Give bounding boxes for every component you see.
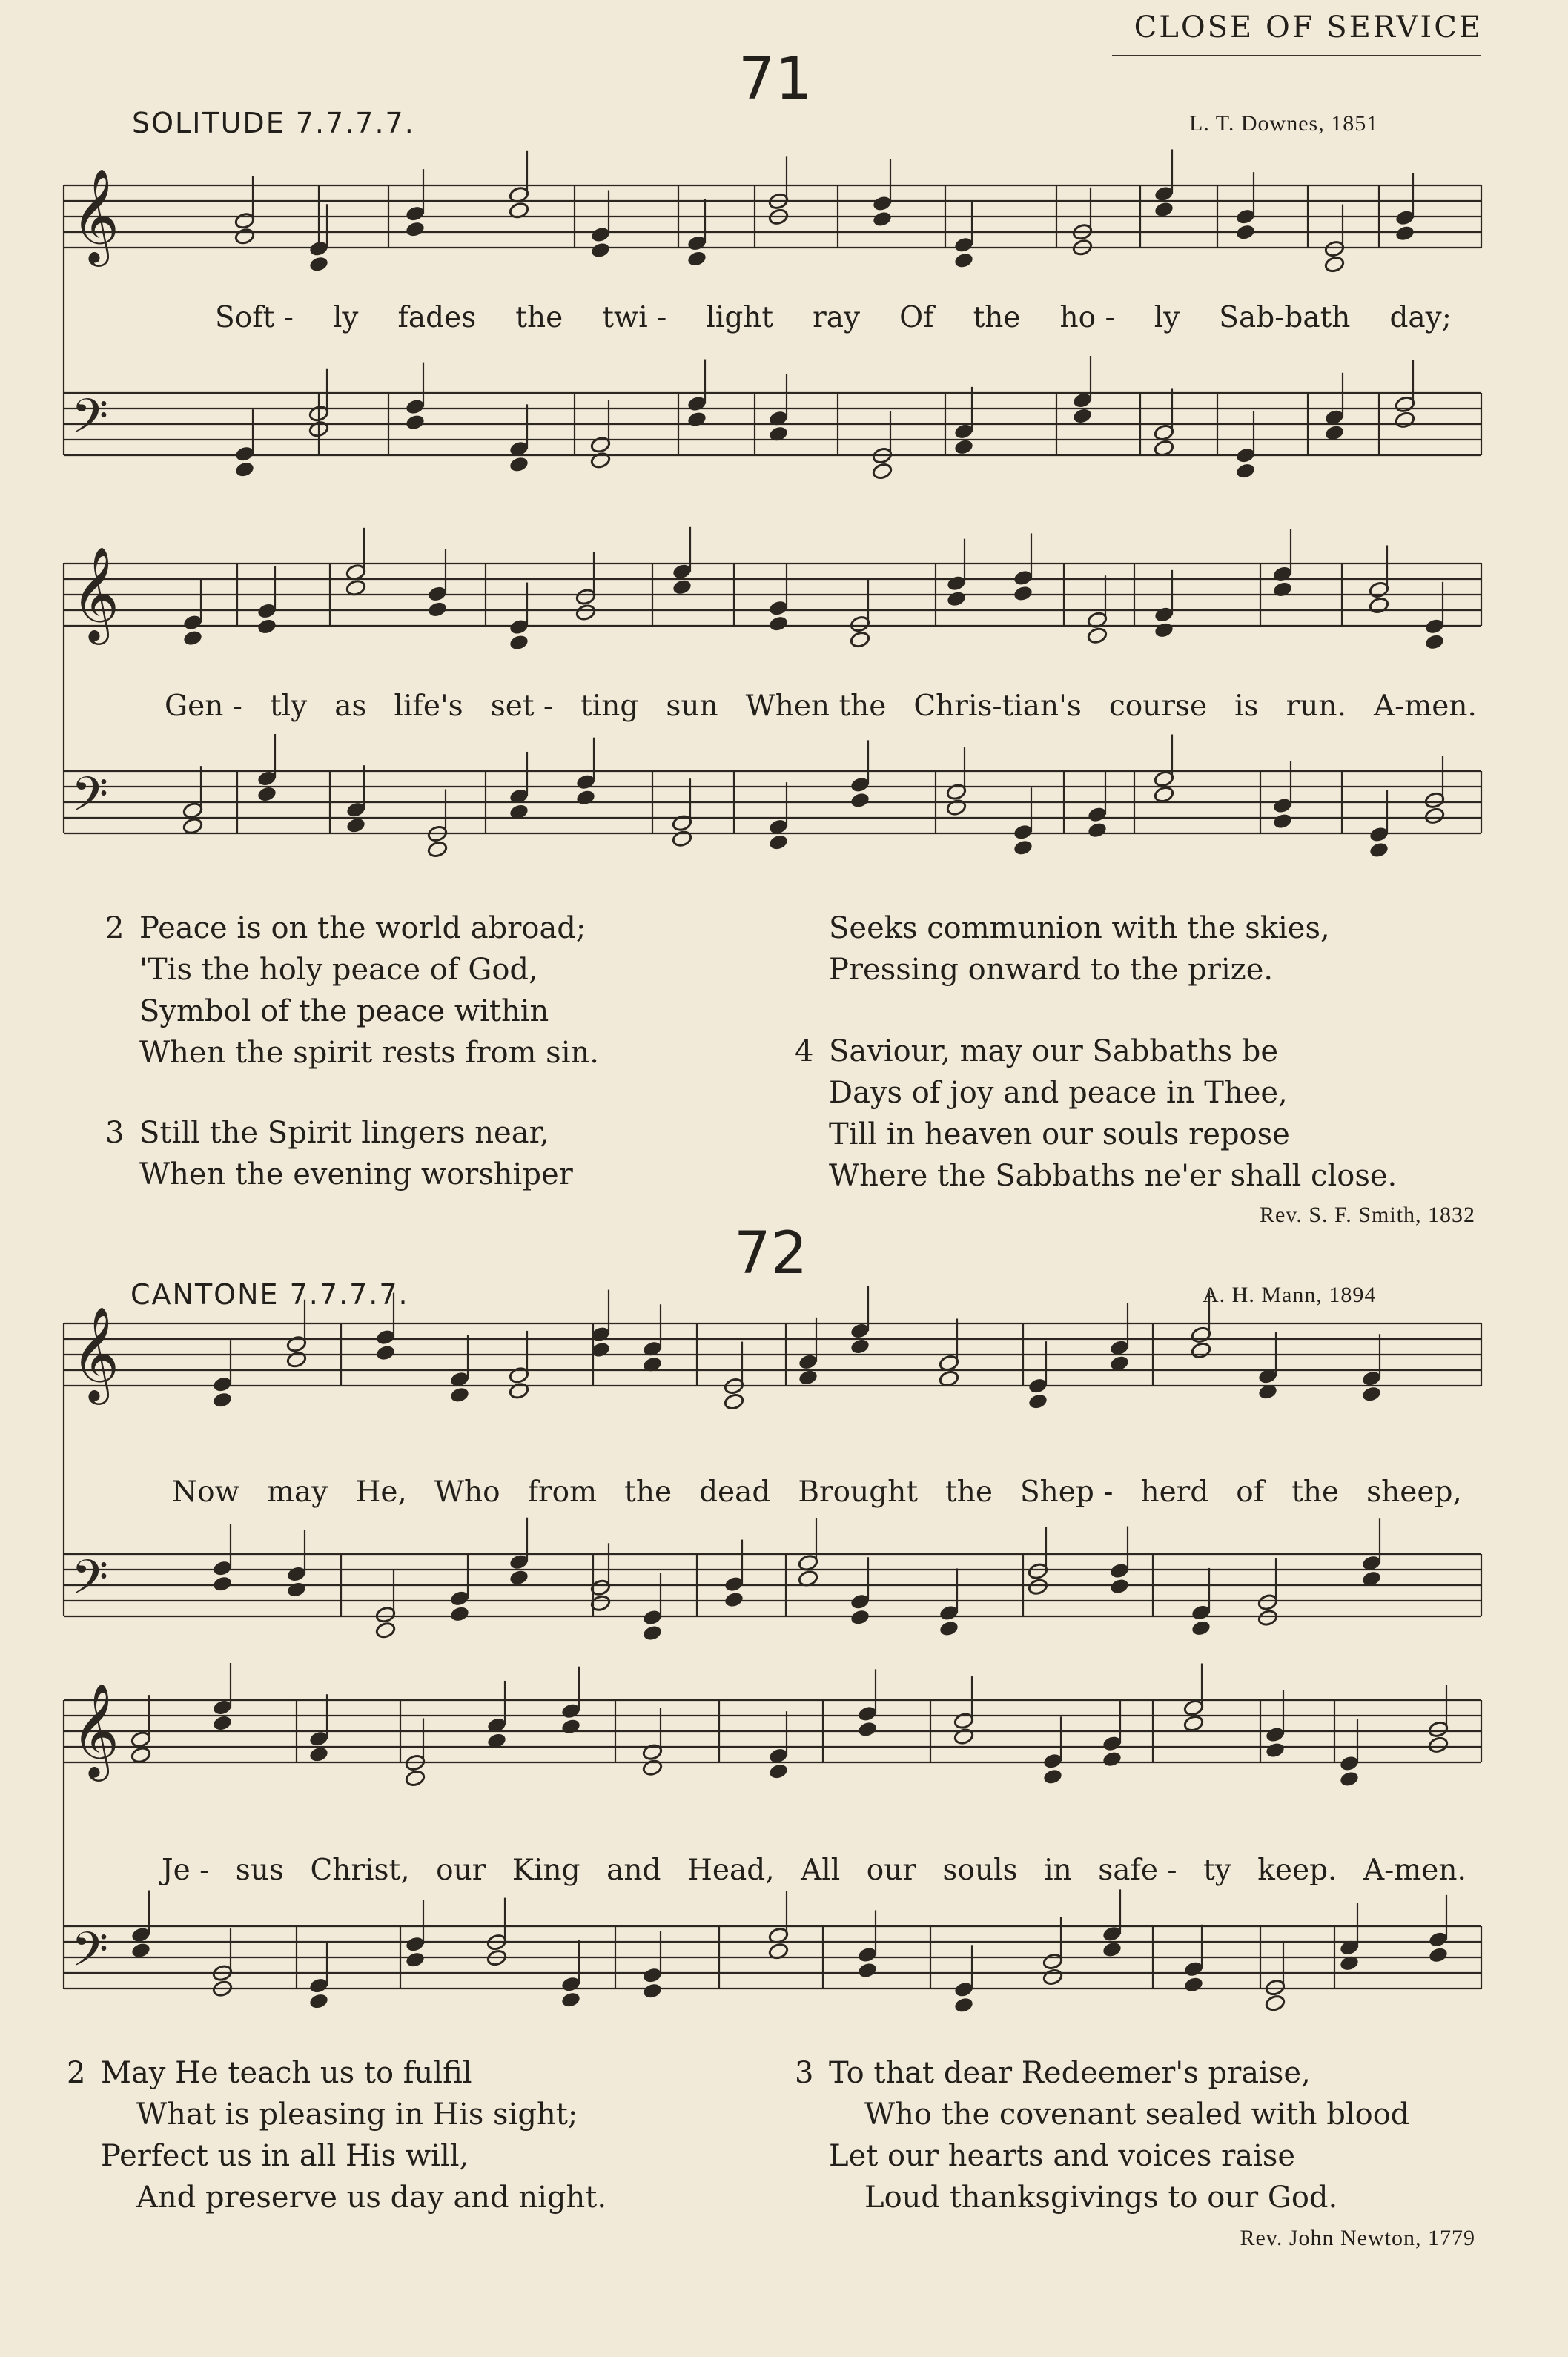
hymn72-system2-bass-note (642, 1982, 663, 2000)
hymn71-system1-treble-note (1235, 223, 1256, 241)
hymn72-system2-treble-note (1428, 1736, 1449, 1753)
stanza-72-3 (795, 2052, 1410, 2218)
hymn71-system2-treble-note (182, 629, 203, 647)
lyric-syllable: the (515, 301, 563, 334)
lyric-syllable: ray (813, 301, 861, 334)
stanza-line: Peace is on the world abroad; (139, 911, 586, 945)
hymn71-system2-treble-note (850, 631, 870, 649)
lyric-syllable: ly (1154, 301, 1180, 334)
hymn71-system2-bass-note (1013, 839, 1033, 856)
hymn72-system1-bass-note (724, 1590, 744, 1608)
lyric-syllable: twi - (602, 301, 667, 334)
hymn71-system2-treble-note (1154, 621, 1174, 639)
author-71: Rev. S. F. Smith, 1832 (1259, 1203, 1475, 1227)
hymn72-system1-treble-note (1191, 1341, 1211, 1359)
lyric-syllable: Christ, (310, 1854, 410, 1887)
hymn71-system1-bass-note (1395, 411, 1415, 429)
lyric-syllable: our (866, 1854, 917, 1887)
hymn72-system2-treble-note (1339, 1770, 1360, 1788)
stanza-number: 3 (105, 1116, 125, 1150)
hymn71-system1-bass-note (953, 438, 974, 456)
lyric-syllable: course (1108, 690, 1208, 723)
hymn72-system2-bass-note (405, 1951, 426, 1968)
stanza-71-2 (105, 908, 599, 1074)
hymn71-system2-bass-note (946, 799, 967, 816)
stanza-line: Where the Sabbaths ne'er shall close. (829, 1159, 1397, 1193)
lyric-syllable: Soft - (215, 301, 294, 334)
lyric-syllable: from (527, 1475, 598, 1509)
stanza-line: Who the covenant sealed with blood (864, 2098, 1410, 2132)
lyric-syllable: Shep - (1019, 1475, 1114, 1509)
lyric-syllable: Chris-tian's (913, 690, 1082, 723)
stanza-line: 'Tis the holy peace of God, (139, 953, 538, 987)
hymn71-system1-bass-note (872, 462, 893, 480)
lyrics-71-line2 (165, 690, 1477, 723)
hymn71-system1-bass-note (687, 410, 707, 428)
hymn72-system2-bass-note (560, 1991, 581, 2009)
hymn71-system1-treble-note (1324, 256, 1345, 274)
lyric-syllable: Who (434, 1475, 500, 1509)
hymn72-system1-bass-note (1028, 1578, 1048, 1596)
lyric-syllable: Sab-bath (1219, 301, 1351, 334)
hymn71-system1-bass-note (1072, 407, 1093, 425)
lyric-syllable: safe - (1098, 1854, 1177, 1887)
stanza-line: When the evening worshiper (139, 1157, 573, 1191)
stanza-line: And preserve us day and night. (136, 2181, 607, 2215)
hymn71-system1-bass-clef-icon: 𝄢 (71, 389, 109, 456)
hymn72-system2-treble-note (130, 1746, 151, 1764)
lyric-syllable: dead (699, 1475, 771, 1509)
hymn71-system2-bass-note (257, 785, 277, 803)
hymn71-system2-treble-note (1424, 633, 1445, 651)
hymn72-system1-treble-note (798, 1369, 818, 1386)
hymn72-system2-bass-note (308, 1992, 329, 2010)
hymn71-system2-treble-note (768, 615, 789, 632)
hymn72-system2-treble-note (560, 1718, 581, 1736)
author-72: Rev. John Newton, 1779 (1240, 2226, 1475, 2250)
stanza-line: Saviour, may our Sabbaths be (829, 1034, 1279, 1068)
hymn71-system1-bass-note (405, 413, 426, 431)
hymn71-system2-bass-note (1272, 812, 1293, 830)
lyric-syllable: tly (269, 690, 308, 723)
composer-72: A. H. Mann, 1894 (1203, 1283, 1377, 1307)
hymn72-system1-treble-note (375, 1343, 396, 1361)
stanza-line: Let our hearts and voices raise (829, 2139, 1296, 2173)
stanza-72-2 (67, 2052, 607, 2218)
stanza-line: Loud thanksgivings to our God. (864, 2181, 1338, 2215)
hymn72-system1-treble-note (212, 1391, 233, 1409)
lyric-syllable: He, (355, 1475, 407, 1509)
hymn71-system2-bass-clef-icon: 𝄢 (71, 767, 109, 834)
hymn72-system2-bass-note (1428, 1946, 1449, 1964)
lyrics-71-line1 (215, 301, 1452, 334)
stanza-line: Still the Spirit lingers near, (139, 1116, 550, 1150)
hymn72-system2-treble-note (857, 1720, 878, 1738)
hymn71-system1-bass-note (590, 452, 611, 469)
hymn72-system1-bass-note (286, 1581, 307, 1599)
hymn71-system2-treble-note (946, 590, 967, 608)
lyrics-72-line1 (172, 1475, 1462, 1509)
lyric-syllable: sus (235, 1854, 284, 1887)
hymn71-system2-bass-note (1424, 807, 1445, 824)
hymn71-system2-treble-note (575, 604, 596, 621)
lyric-syllable: sheep, (1366, 1475, 1462, 1509)
lyric-syllable: may (267, 1475, 328, 1509)
hymn72-system1-bass-note (1109, 1577, 1130, 1595)
lyric-syllable: keep. (1257, 1854, 1337, 1887)
lyric-syllable: the (1291, 1475, 1340, 1509)
hymn71-system1-treble-note (405, 220, 426, 238)
stanza-line: Perfect us in all His will, (101, 2139, 469, 2173)
hymn71-system2-treble-note (1087, 627, 1108, 644)
stanza-line: What is pleasing in His sight; (136, 2098, 578, 2132)
hymn72-system2-treble-note (308, 1745, 329, 1763)
composer-71: L. T. Downes, 1851 (1189, 111, 1379, 136)
stanza-line: Symbol of the peace within (139, 994, 549, 1028)
stanza-line: Pressing onward to the prize. (829, 953, 1274, 987)
stanza-number: 2 (67, 2056, 86, 2090)
hymn-number-71: 71 (738, 46, 813, 113)
stanza-line: Seeks communion with the skies, (829, 911, 1330, 945)
hymn71-system2-treble-note (427, 601, 448, 618)
hymn71-system2-bass-note (1154, 785, 1174, 803)
hymn72-system2-treble-note (642, 1759, 663, 1776)
hymn72-system2-bass-note (857, 1961, 878, 1979)
hymn72-system1-bass-note (939, 1619, 959, 1637)
stanza-line: When the spirit rests from sin. (139, 1036, 599, 1070)
lyric-syllable: sun (666, 690, 718, 723)
hymn72-system2-treble-note (1183, 1714, 1204, 1732)
hymn71-system2-treble-clef-icon: 𝄞 (71, 546, 120, 641)
hymn72-system1-bass-note (509, 1569, 529, 1587)
hymn72-system1-treble-note (509, 1382, 529, 1400)
hymn72-system2-bass-clef-icon: 𝄢 (71, 1923, 109, 1989)
hymn72-system2-treble-note (212, 1714, 233, 1732)
hymn71-system1-treble-note (234, 228, 255, 245)
hymn71-system1-treble-note (687, 250, 707, 268)
lyric-syllable: day; (1389, 301, 1452, 334)
hymn71-system2-bass-note (1369, 841, 1389, 859)
hymn72-system2-treble-note (1042, 1768, 1063, 1785)
hymn72-system1-bass-note (850, 1608, 870, 1626)
lyrics-72-line2 (162, 1854, 1466, 1887)
lyric-syllable: in (1044, 1854, 1072, 1887)
hymn71-system1-treble-note (1395, 225, 1415, 242)
hymn72-system1-bass-clef-icon: 𝄢 (71, 1550, 109, 1617)
lyric-syllable: A-men. (1363, 1854, 1466, 1887)
hymn71-system2-bass-note (182, 817, 203, 835)
hymn72-system1-treble-note (449, 1386, 470, 1404)
lyric-syllable: souls (942, 1854, 1018, 1887)
hymn71-system2-bass-note (768, 833, 789, 851)
tune-name-72: CANTONE 7.7.7.7. (130, 1278, 409, 1311)
hymn72-system1-treble-note (1361, 1385, 1382, 1403)
lyric-syllable: ty (1203, 1854, 1231, 1887)
stanza-71-3 (105, 1112, 573, 1195)
lyric-syllable: as (334, 690, 367, 723)
hymn71-system2-bass-note (575, 789, 596, 807)
lyric-syllable: the (973, 301, 1021, 334)
stanza-number: 3 (795, 2056, 814, 2090)
hymn71-system2-treble-note (672, 578, 692, 596)
hymn-number-72: 72 (734, 1220, 808, 1287)
lyric-syllable: Head, (687, 1854, 775, 1887)
hymn72-system1-bass-note (642, 1624, 663, 1642)
lyric-syllable: is (1234, 690, 1259, 723)
hymn72-system1-bass-note (1257, 1609, 1278, 1627)
hymn71-system1-bass-note (234, 460, 255, 478)
hymn72-system1-treble-note (724, 1392, 744, 1410)
section-title: CLOSE OF SERVICE (1134, 10, 1483, 44)
hymn72-system2-treble-note (953, 1728, 974, 1745)
hymn71-system1-treble-note (872, 210, 893, 228)
lyric-syllable: set - (490, 690, 554, 723)
lyric-syllable: the (945, 1475, 993, 1509)
stanza-line: To that dear Redeemer's praise, (829, 2056, 1311, 2090)
stanza-71-3-cont (829, 908, 1330, 991)
hymn71-system2-treble-note (257, 618, 277, 635)
lyric-syllable: When the (745, 690, 887, 723)
hymn71-system2-bass-note (345, 816, 366, 834)
hymn72-system1-treble-clef-icon: 𝄞 (71, 1306, 120, 1401)
hymn71-system1-bass-note (509, 455, 529, 473)
hymn72-system1-treble-note (1028, 1392, 1048, 1410)
hymn71-system2-treble-note (1013, 584, 1033, 602)
hymn71-system1-treble-clef-icon: 𝄞 (71, 168, 120, 262)
lyric-syllable: ting (580, 690, 639, 723)
hymn72-system2-bass-note (1265, 1994, 1286, 2012)
stanza-71-4 (795, 1031, 1397, 1197)
hymn71-system2-bass-note (1087, 822, 1108, 839)
lyric-syllable: of (1236, 1475, 1265, 1509)
lyric-syllable: Of (899, 301, 934, 334)
hymn72-system2-bass-note (953, 1996, 974, 2014)
hymn72-system1-bass-note (449, 1605, 470, 1623)
lyric-syllable: run. (1286, 690, 1346, 723)
hymn71-system2-treble-note (509, 633, 529, 651)
hymn72-system2-bass-note (1183, 1976, 1204, 1994)
hymn72-system2-treble-clef-icon: 𝄞 (71, 1682, 120, 1777)
stanza-number: 2 (105, 911, 125, 945)
stanza-number: 4 (795, 1034, 814, 1068)
hymn72-system2-treble-note (768, 1762, 789, 1780)
hymn72-system2-treble-note (1102, 1751, 1122, 1768)
lyric-syllable: the (624, 1475, 672, 1509)
lyric-syllable: ly (332, 301, 359, 334)
lyric-syllable: fades (397, 301, 477, 334)
hymn72-system2-treble-note (1265, 1741, 1286, 1759)
hymn71-system1-treble-note (953, 251, 974, 269)
hymn72-system1-treble-note (850, 1338, 870, 1355)
lyric-syllable: A-men. (1373, 690, 1477, 723)
lyric-syllable: Je - (162, 1854, 210, 1887)
lyric-syllable: Brought (798, 1475, 919, 1509)
stanza-line: Till in heaven our souls repose (829, 1117, 1290, 1151)
lyric-syllable: All (801, 1854, 841, 1887)
lyric-syllable: ho - (1059, 301, 1115, 334)
hymn71-system2-bass-note (427, 840, 448, 858)
lyric-syllable: herd (1140, 1475, 1209, 1509)
hymn72-system2-bass-note (1102, 1940, 1122, 1958)
hymn71-system1-bass-note (1235, 462, 1256, 480)
hymn71-system2-treble-note (1272, 581, 1293, 598)
hymn71-system1-treble-note (308, 255, 329, 273)
tune-name-71: SOLITUDE 7.7.7.7. (132, 107, 415, 139)
stanza-line: May He teach us to fulfil (101, 2056, 472, 2090)
hymn72-system1-bass-note (1191, 1619, 1211, 1637)
lyric-syllable: our (436, 1854, 486, 1887)
lyric-syllable: and (606, 1854, 661, 1887)
lyric-syllable: light (706, 301, 774, 334)
hymn72-system1-treble-note (286, 1351, 307, 1369)
hymn71-system2-treble-note (1369, 596, 1389, 614)
hymn71-system1-treble-note (590, 241, 611, 259)
lyric-syllable: life's (394, 690, 463, 723)
hymn72-system2-bass-note (1042, 1968, 1063, 1986)
lyric-syllable: King (512, 1854, 580, 1887)
hymn72-system2-treble-note (405, 1769, 426, 1787)
hymn71-system2-bass-note (850, 791, 870, 809)
stanza-line: Days of joy and peace in Thee, (829, 1076, 1288, 1110)
hymn72-system1-bass-note (375, 1622, 396, 1639)
lyric-syllable: Now (172, 1475, 239, 1509)
lyric-syllable: Gen - (165, 690, 242, 723)
hymn71-system2-bass-note (672, 830, 692, 847)
hymn72-system1-bass-note (212, 1575, 233, 1593)
